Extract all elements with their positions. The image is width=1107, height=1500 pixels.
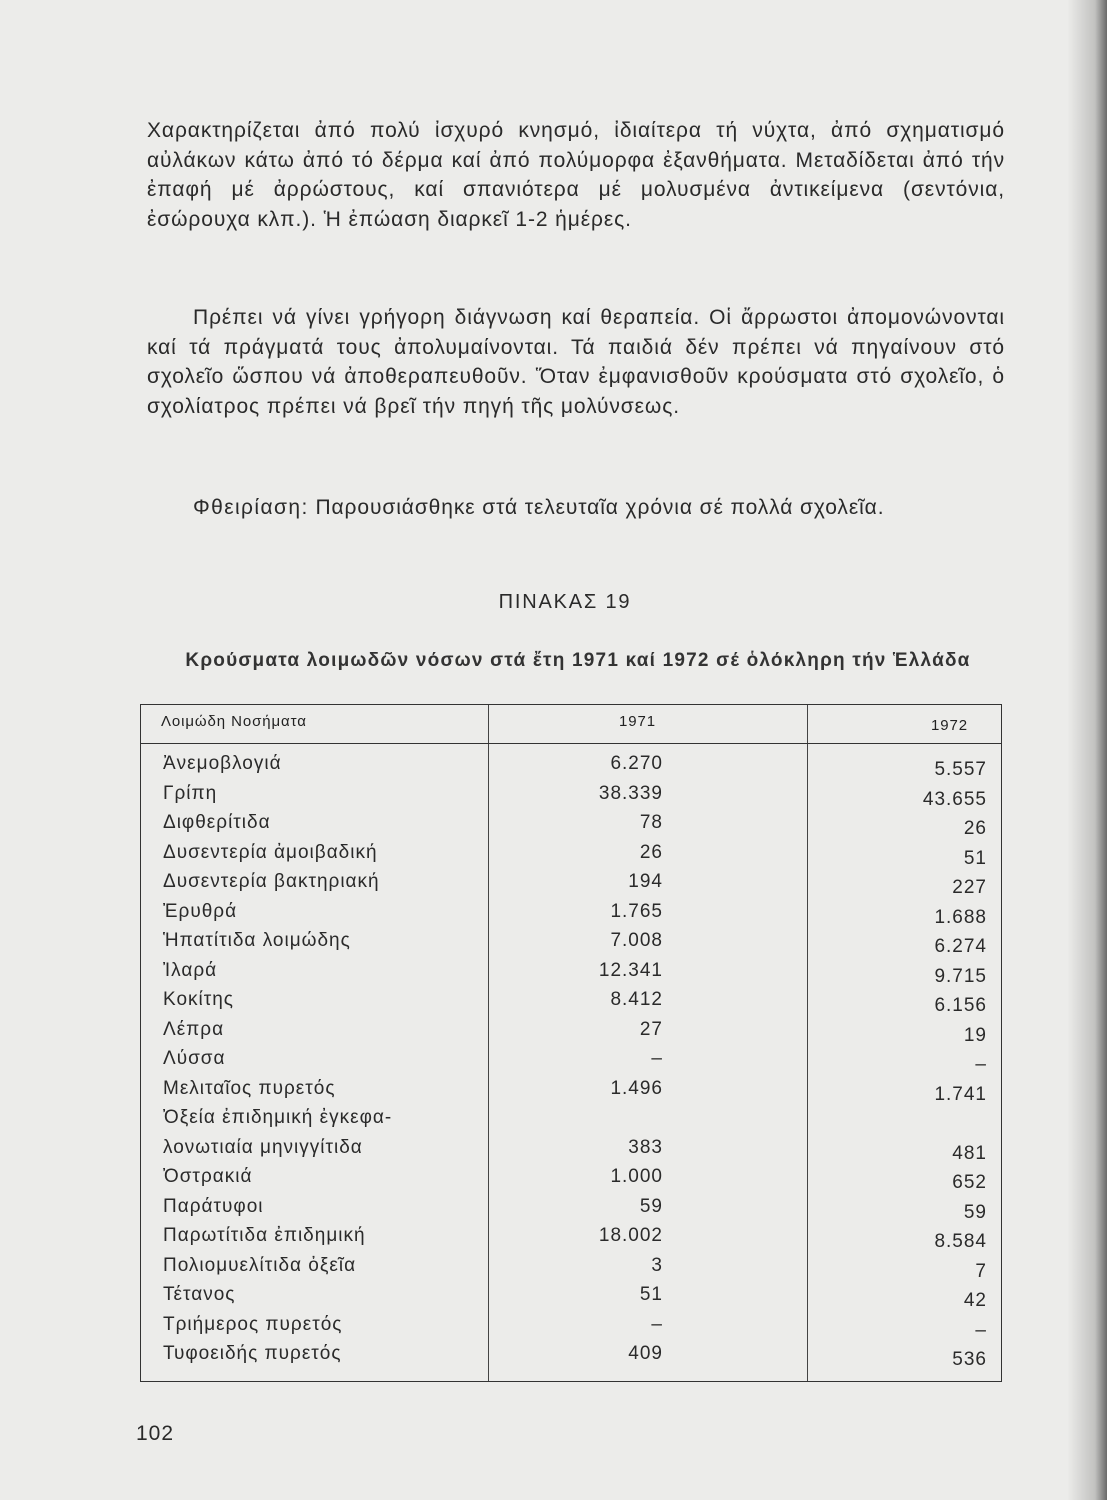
table-row — [141, 901, 1001, 931]
table-row — [141, 842, 1001, 872]
cases-1972: 7 — [975, 1260, 987, 1282]
table-row — [141, 812, 1001, 842]
cases-1971: 383 — [628, 1136, 663, 1158]
disease-name: Δυσεντερία ἀμοιβαδική — [163, 841, 378, 863]
cases-1972: 536 — [952, 1349, 987, 1370]
disease-name: Τυφοειδής πυρετός — [163, 1343, 342, 1364]
cases-1972: 6.274 — [934, 936, 987, 957]
header-1971: 1971 — [619, 713, 656, 730]
cases-1972: 43.655 — [922, 788, 987, 810]
header-diseases: Λοιμώδη Νοσήματα — [161, 713, 307, 730]
cases-1972: 227 — [952, 877, 987, 898]
cases-1972: 42 — [963, 1290, 987, 1311]
cases-1971: – — [651, 1048, 663, 1069]
term-lice: Φθειρίαση: — [193, 496, 309, 519]
cases-1972: 1.688 — [934, 906, 987, 928]
cases-1972: – — [975, 1054, 987, 1075]
table-row — [141, 989, 1001, 1019]
cases-1972: 51 — [963, 847, 987, 869]
table-row — [141, 1255, 1001, 1285]
cases-1971: 6.270 — [610, 753, 663, 774]
table-row — [141, 783, 1001, 813]
table-row — [141, 1137, 1001, 1167]
cases-1971: 78 — [639, 812, 663, 833]
cases-1971: – — [651, 1313, 663, 1335]
cases-1971: 26 — [639, 841, 663, 863]
disease-name: Ἰλαρά — [163, 959, 218, 981]
cases-1972: 26 — [963, 818, 987, 839]
table-number: ΠΙΝΑΚΑΣ 19 — [498, 591, 632, 613]
table-row — [141, 1284, 1001, 1314]
cases-1971: 1.000 — [610, 1166, 663, 1187]
cases-1971: 1.496 — [610, 1077, 663, 1099]
cases-1971: 38.339 — [598, 782, 663, 804]
header-divider — [141, 743, 1001, 744]
disease-name: λονωτιαία μηνιγγίτιδα — [163, 1136, 363, 1158]
cases-1972: 59 — [963, 1201, 987, 1223]
cases-1972: 481 — [952, 1142, 987, 1164]
table-row — [141, 871, 1001, 901]
cases-1972: 19 — [963, 1024, 987, 1046]
cases-1972: 8.584 — [934, 1231, 987, 1252]
disease-name: Παράτυφοι — [163, 1195, 264, 1217]
table-row — [141, 1166, 1001, 1196]
cases-1971: 59 — [639, 1195, 663, 1217]
table-row — [141, 1314, 1001, 1344]
table-row — [141, 1019, 1001, 1049]
table-row — [141, 1078, 1001, 1108]
table-row — [141, 1225, 1001, 1255]
page-edge-shadow — [1067, 0, 1107, 1500]
table-row — [141, 1196, 1001, 1226]
cases-1971: 27 — [639, 1018, 663, 1040]
cases-1972: 9.715 — [934, 965, 987, 987]
table-caption: Κρούσματα λοιμωδῶν νόσων στά ἔτη 1971 καί 1972 σέ ὁλόκληρη τήν Ἑλλάδα — [185, 650, 971, 671]
disease-name: Δυσεντερία βακτηριακή — [163, 871, 380, 892]
header-1972: 1972 — [931, 717, 968, 734]
disease-name: Ἡπατίτιδα λοιμώδης — [163, 930, 351, 951]
cases-1971: 8.412 — [610, 989, 663, 1010]
cases-1972: – — [975, 1319, 987, 1341]
disease-name: Παρωτίτιδα ἐπιδημική — [163, 1225, 366, 1246]
disease-name: Ὀξεία ἐπιδημική ἐγκεφα- — [163, 1107, 393, 1128]
disease-name: Πολιομυελίτιδα ὀξεῖα — [163, 1254, 357, 1276]
disease-name: Ἀνεμοβλογιά — [163, 753, 282, 774]
disease-name: Ὀστρακιά — [163, 1166, 253, 1187]
cases-1971: 1.765 — [610, 900, 663, 922]
cases-1972: 6.156 — [934, 995, 987, 1016]
table-row — [141, 1107, 1001, 1137]
table-row — [141, 753, 1001, 783]
table-row — [141, 960, 1001, 990]
disease-name: Τέτανος — [163, 1284, 236, 1305]
cases-1972: 5.557 — [934, 759, 987, 780]
paragraph-lice — [147, 493, 1005, 523]
disease-name: Διφθερίτιδα — [163, 812, 271, 833]
paragraph-lice-text: Παρουσιάσθηκε στά τελευταῖα χρόνια σέ πολλά σχολεῖα. — [308, 496, 885, 519]
page-number: 102 — [136, 1422, 175, 1445]
disease-name: Λύσσα — [163, 1048, 226, 1069]
disease-name: Μελιταῖος πυρετός — [163, 1077, 336, 1099]
cases-1971: 7.008 — [610, 930, 663, 951]
disease-name: Τριήμερος πυρετός — [163, 1313, 343, 1335]
disease-name: Λέπρα — [163, 1018, 225, 1040]
table-row — [141, 930, 1001, 960]
cases-1971: 409 — [628, 1343, 663, 1364]
table-row — [141, 1343, 1001, 1373]
cases-1971: 18.002 — [598, 1225, 663, 1246]
cases-1971: 51 — [639, 1284, 663, 1305]
cases-1971: 194 — [628, 871, 663, 892]
cases-1972: 652 — [952, 1172, 987, 1193]
disease-name: Ἐρυθρά — [163, 900, 238, 922]
disease-cases-table — [140, 704, 1002, 1382]
cases-1972: 1.741 — [934, 1083, 987, 1105]
disease-name: Κοκίτης — [163, 989, 234, 1010]
paragraph-scabies-description: Χαρακτηρίζεται ἀπό πολύ ἰσχυρό κνησμό, ἰδιαίτερα τή νύχτα, ἀπό σχηματισμό αὐλάκων κάτω ἀπό τό δέρμα καί ἀπό πολύμορφα ἐξανθήματα. Μεταδίδεται ἀπό τήν ἐπαφή μέ ἀρρώστους, καί σπανιότερα μέ μολυσμένα ἀντικείμενα (σεντόνια, ἐσώρουχα κλπ.). Ἡ ἐπώαση διαρκεῖ 1-2 ἡμέρες. — [147, 119, 1005, 231]
cases-1971: 12.341 — [598, 959, 663, 981]
paragraph-treatment: Πρέπει νά γίνει γρήγορη διάγνωση καί θεραπεία. Οἱ ἄρρωστοι ἀπομονώνονται καί τά πράγματά τους ἀπολυμαίνονται. Τά παιδιά δέν πρέπει νά πηγαίνουν στό σχολεῖο ὥσπου νά ἀποθεραπευθοῦν. Ὅταν ἐμφανισθοῦν κρούσματα στό σχολεῖο, ὁ σχολίατρος πρέπει νά βρεῖ τήν πηγή τῆς μολύνσεως. — [147, 306, 1005, 418]
disease-name: Γρίπη — [163, 782, 218, 804]
table-row — [141, 1048, 1001, 1078]
cases-1971: 3 — [651, 1254, 663, 1276]
